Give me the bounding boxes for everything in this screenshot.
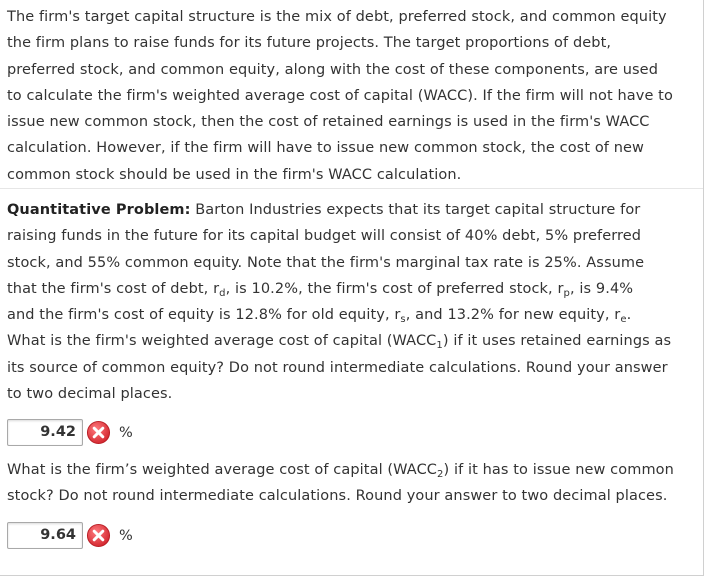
- answer-row-wacc2: [7, 522, 133, 549]
- answer-row-wacc1: [7, 419, 133, 446]
- question2-line: What is the firm’s weighted average cost of capital $(WACC_2)$ if it has to issue new common: [7, 462, 674, 480]
- problem-line: Quantitative Problem: Barton Industries expects that its target capital structure for: [7, 202, 641, 218]
- problem-line: What is the firm's weighted average cost of capital $(WACC_1)$ if it uses retained earnings as: [7, 333, 672, 352]
- problem-line: and the firm's cost of equity is 12.8% for old equity, $r_s$, and 13.2% for new equity, $r_e$.: [7, 307, 632, 326]
- percent-unit: %: [119, 527, 133, 544]
- problem-line: that the firm's cost of debt, $r_d$, is 10.2%, the firm's cost of preferred stock, $r_p$, is 9.4%: [7, 280, 634, 299]
- problem-line: to two decimal places.: [7, 386, 173, 403]
- intro-line: the firm plans to raise funds for its future projects. The target proportions of debt,: [7, 35, 612, 52]
- x-circle-icon: [86, 523, 111, 548]
- intro-line: common stock should be used in the firm's WACC calculation.: [7, 166, 462, 183]
- problem-line: its source of common equity? Do not round intermediate calculations. Round your answer: [7, 359, 668, 376]
- divider: [0, 188, 703, 189]
- intro-line: calculation. However, if the firm will have to issue new common stock, the cost of new: [7, 140, 644, 157]
- problem-line: raising funds in the future for its capital budget will consist of 40% debt, 5% preferred: [7, 228, 642, 245]
- wacc2-answer-field[interactable]: 9.64: [7, 522, 83, 549]
- intro-line: The firm's target capital structure is the mix of debt, preferred stock, and common equity: [7, 9, 667, 25]
- problem-line: stock, and 55% common equity. Note that the firm's marginal tax rate is 25%. Assume: [7, 254, 645, 271]
- intro-line: to calculate the firm's weighted average cost of capital (WACC). If the firm will not have to: [7, 87, 673, 104]
- problem-heading: Quantitative Problem:: [7, 202, 191, 218]
- question2-line: stock? Do not round intermediate calculations. Round your answer to two decimal places.: [7, 488, 668, 505]
- intro-paragraph: [7, 4, 699, 188]
- intro-line: issue new common stock, then the cost of retained earnings is used in the firm's WACC: [7, 114, 650, 131]
- intro-line: preferred stock, and common equity, along with the cost of these components, are used: [7, 61, 659, 78]
- wacc1-answer-field[interactable]: 9.42: [7, 419, 83, 446]
- percent-unit: %: [119, 424, 133, 441]
- question2-paragraph: [7, 457, 699, 510]
- x-circle-icon: [86, 420, 111, 445]
- problem-paragraph: [7, 197, 699, 407]
